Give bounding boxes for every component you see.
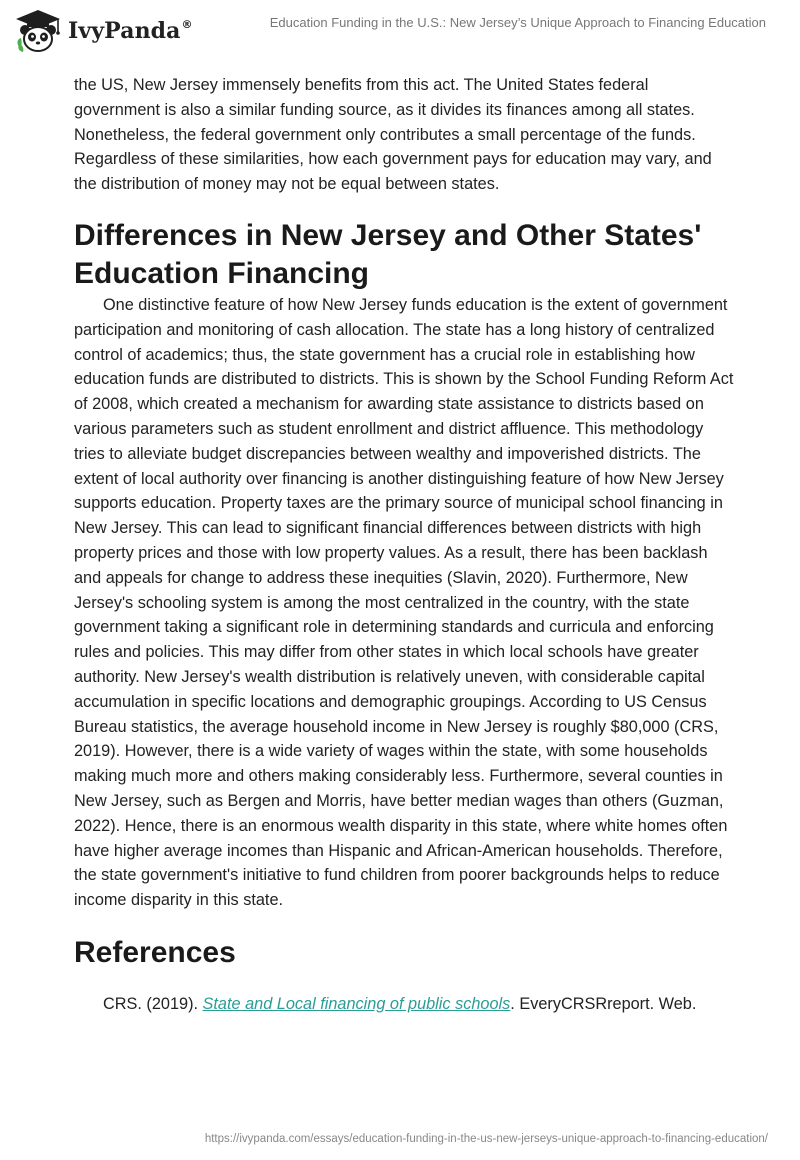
page-header	[0, 0, 800, 64]
ivypanda-logo[interactable]	[14, 8, 193, 54]
reference-link[interactable]: State and Local financing of public schools	[202, 994, 511, 1013]
intro-paragraph: the US, New Jersey immensely benefits from this act. The United States federal government is also a similar funding source, as it divides its finances among all states. Nonetheless, the federal government only contributes a small percentage of the funds. Regardless of these similarities, how each government pays for education may vary, and the distribution of money may not be equal between states.	[74, 76, 712, 194]
references-heading: References	[74, 935, 236, 969]
brand-name: IvyPanda®	[68, 18, 193, 44]
document-title: Education Funding in the U.S.: New Jersey’s Unique Approach to Financing Education	[269, 15, 766, 30]
reference-prefix: CRS. (2019).	[103, 994, 203, 1013]
article-body	[74, 73, 734, 1016]
footer-url[interactable]: https://ivypanda.com/essays/education-funding-in-the-us-new-jerseys-unique-approach-to-financing-education/	[204, 1133, 768, 1145]
reference-suffix: . EveryCRSRreport. Web.	[510, 994, 697, 1013]
section-heading: Differences in New Jersey and Other States' Education Financing	[74, 218, 702, 290]
reference-item	[74, 992, 734, 1016]
panda-graduation-cap-icon	[14, 8, 62, 54]
section-paragraph: One distinctive feature of how New Jersey funds education is the extent of government participation and monitoring of cash allocation. The state has a long history of centralized control of academics; thus, the state government has a crucial role in establishing how education funds are distributed to districts. This is shown by the School Funding Reform Act of 2008, which created a mechanism for awarding state assistance to districts based on various parameters such as student enrollment and district affluence. This methodology tries to alleviate budget discrepancies between wealthy and impoverished districts. The extent of local authority over financing is another distinguishing feature of how New Jersey supports education. Property taxes are the primary source of municipal school financing in New Jersey. This can lead to significant financial differences between districts with high property prices and those with low property values. As a result, there has been backlash and appeals for change to address these inequities (Slavin, 2020). Furthermore, New Jersey's schooling system is among the most centralized in the country, with the state government taking a significant role in determining standards and curricula and enforcing rules and policies. This may differ from other states in which local schools have greater authority. New Jersey's wealth distribution is relatively uneven, with considerable capital accumulation in specific locations and demographic groupings. According to US Census Bureau statistics, the average household income in New Jersey is roughly $80,000 (CRS, 2019). However, there is a wide variety of wages within the state, with some households making much more and others making considerably less. Furthermore, several counties in New Jersey, such as Bergen and Morris, have better median wages than others (Guzman, 2022). Hence, there is an enormous wealth disparity in this state, where white homes often have higher average incomes than Hispanic and African-American households. Therefore, the state government's initiative to fund children from poorer backgrounds helps to reduce income disparity in this state.	[74, 295, 734, 910]
